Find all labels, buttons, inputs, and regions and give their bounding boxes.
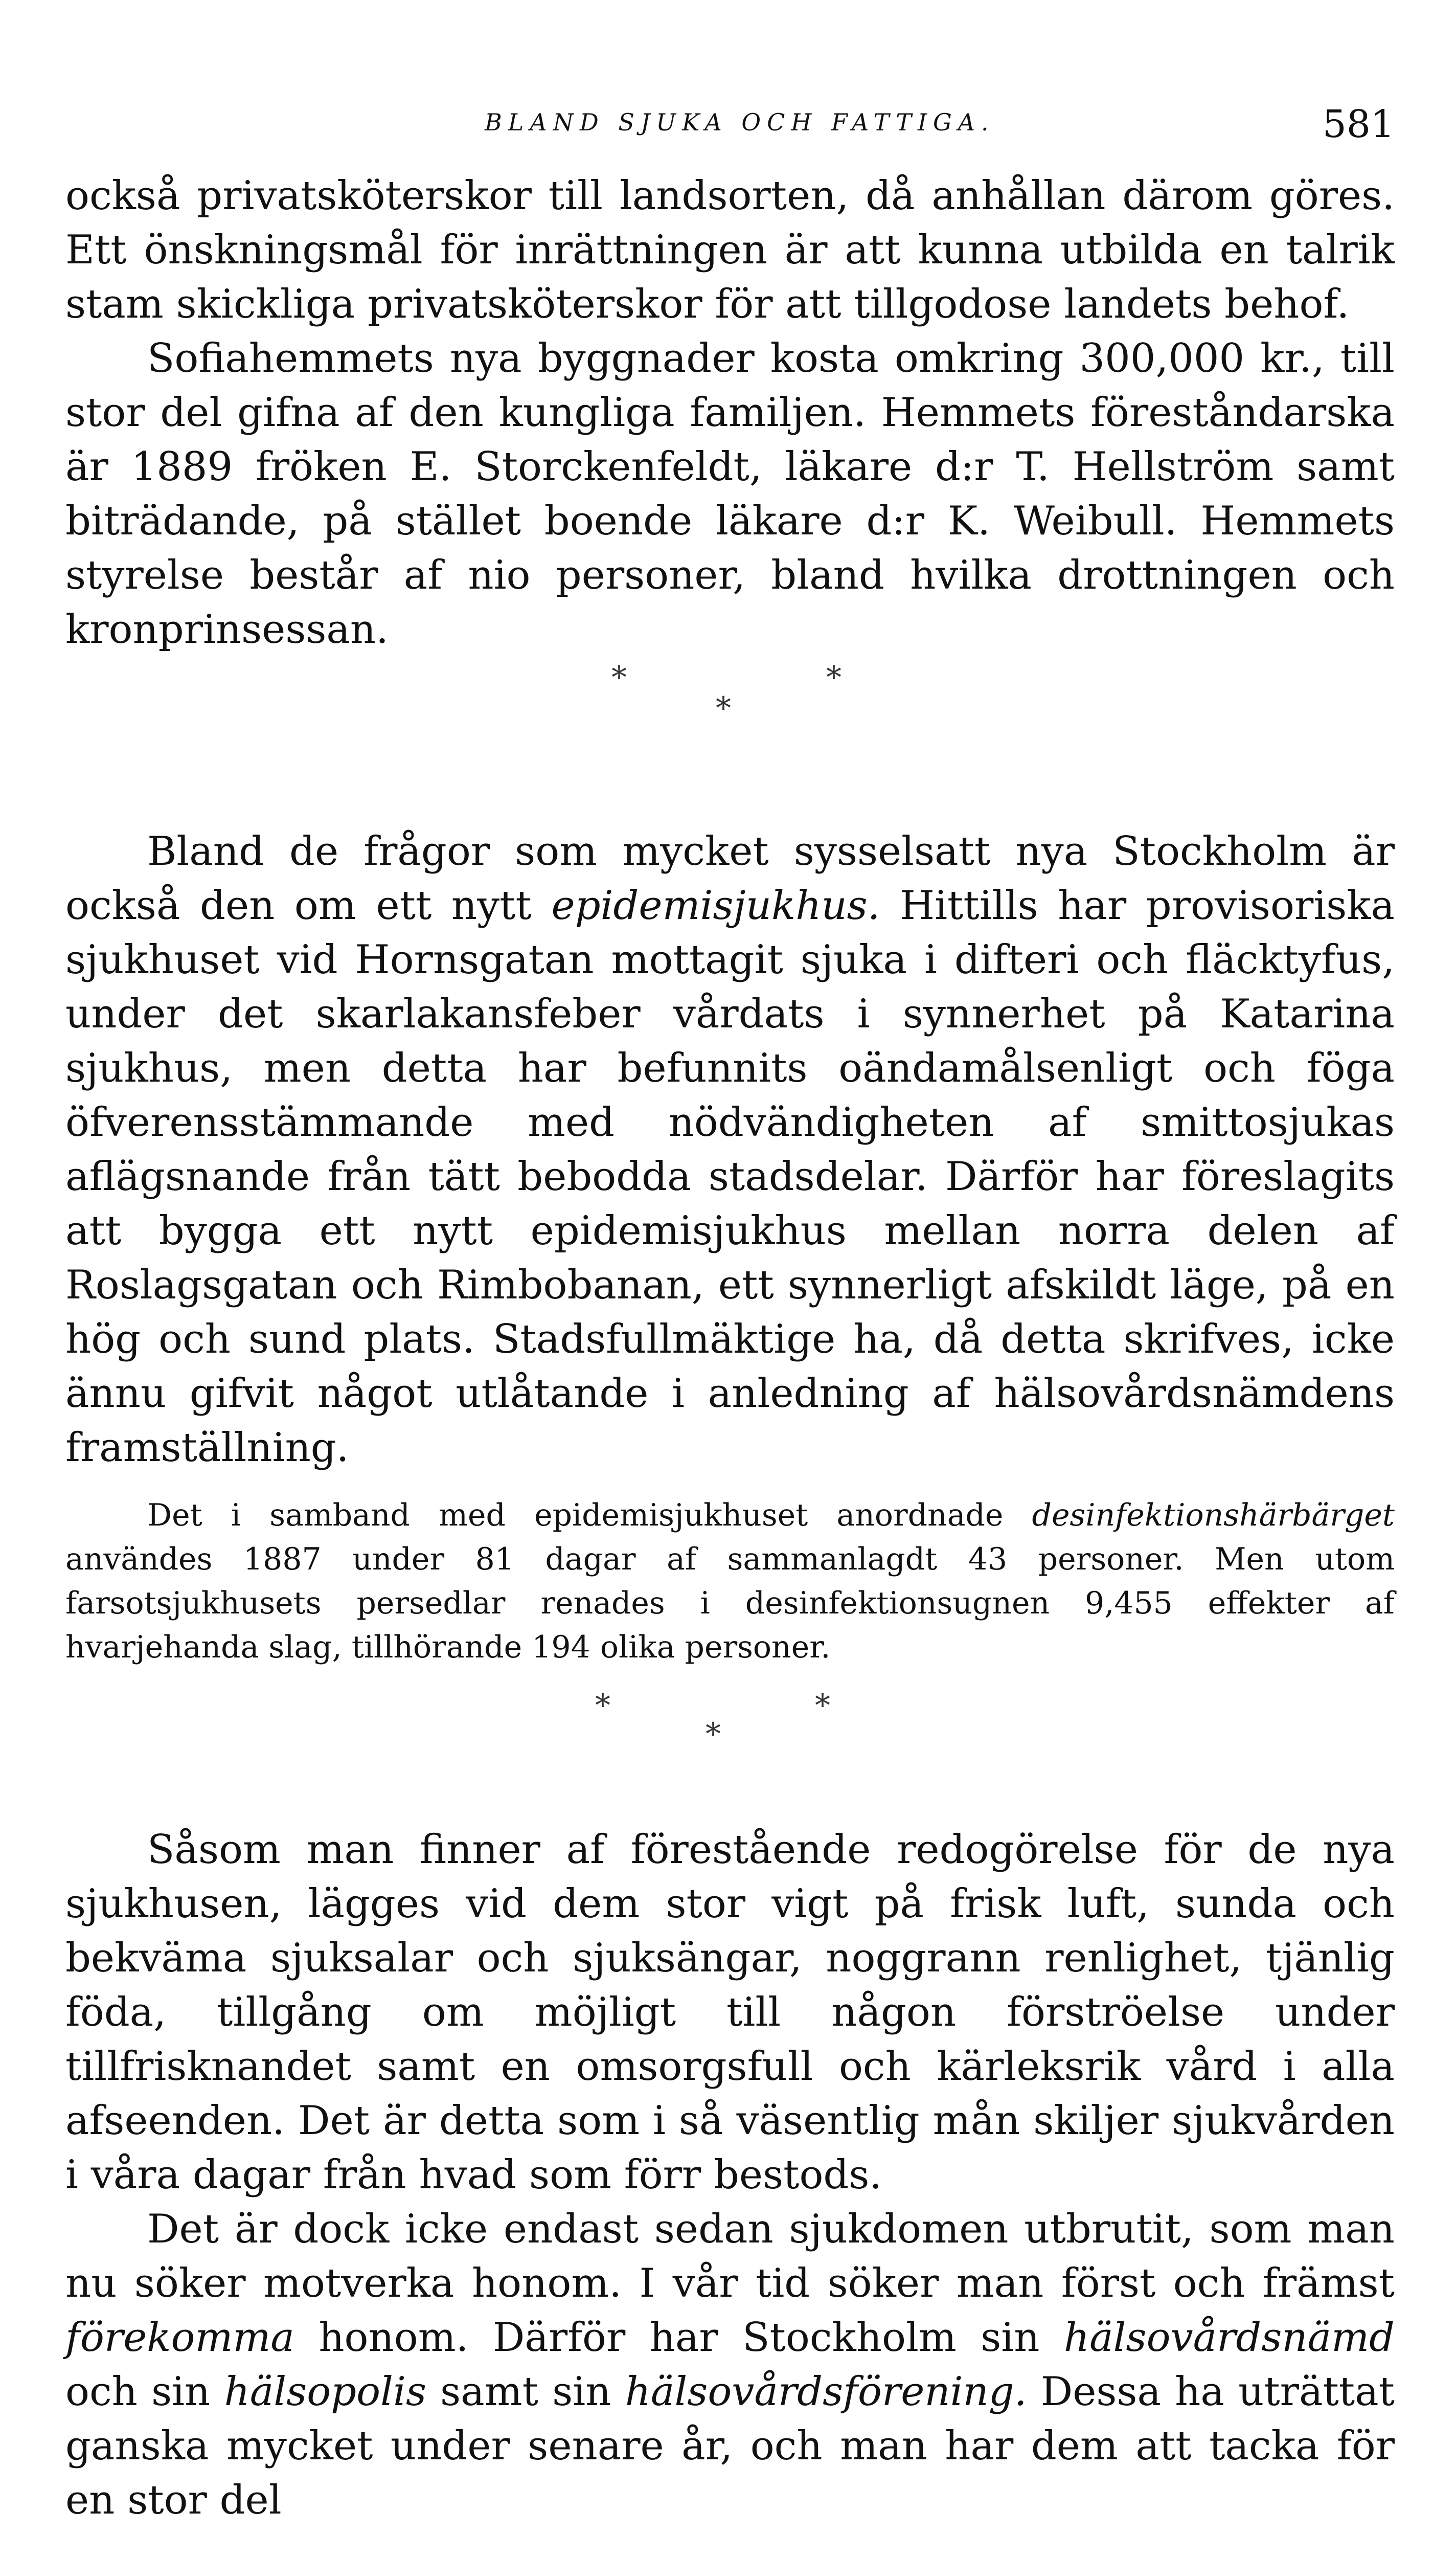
paragraph: Sofiahemmets nya byggnader kosta omkring 300,000 kr., till stor del gifna af den kungliga familjen. Hemmets föreståndarska är 1889 fröken E. Storckenfeldt, läkare d:r T. Hellström samt biträdande, på stället boende läkare d:r K. Weibull. Hemmets styrelse består af nio personer, bland hvilka drottningen och kronprinsessan. bbox=[65, 335, 1395, 653]
text-run: honom. Därför har Stockholm sin bbox=[294, 2315, 1064, 2361]
emphasis: epidemisjukhus. bbox=[551, 883, 880, 929]
running-head bbox=[65, 102, 1395, 153]
paragraph bbox=[65, 824, 1395, 1475]
note-paragraph bbox=[65, 1493, 1395, 1669]
asterism-divider bbox=[0, 1688, 1456, 1800]
emphasis: hälsovårdsförening. bbox=[625, 2369, 1027, 2415]
asterism-divider bbox=[0, 660, 1456, 772]
text-run: Hittills har provisoriska sjukhuset vid Hornsgatan mottagit sjuka i difteri och fläcktyfus, under det skarlakansfeber vårdats i synnerhet på Katarina sjukhus, men detta har befunnits oändamålsenligt och föga öfverensstämmande med nödvändigheten af smittosjukas aflägsnande från tätt bebodda stadsdelar. Därför har föreslagits att bygga ett nytt epidemisjukhus mellan norra delen af Roslagsgatan och Rimbobanan, ett synnerligt afskildt läge, på en hög och sund plats. Stadsfullmäktige ha, då detta skrifves, icke ännu gifvit något utlåtande i anledning af hälsovårdsnämdens framställning. bbox=[65, 883, 1395, 1471]
emphasis: förekomma bbox=[65, 2315, 294, 2361]
text-run: samt sin bbox=[426, 2369, 625, 2415]
emphasis: hälsovårdsnämd bbox=[1063, 2315, 1395, 2361]
asterism-star: * bbox=[815, 1688, 830, 1723]
text-run: Dessa ha uträttat ganska mycket under senare år, och man har dem att tacka för en stor del bbox=[65, 2369, 1395, 2523]
paragraph bbox=[65, 2202, 1395, 2527]
section-sjukvard bbox=[65, 1823, 1395, 2527]
text-run: Bland de frågor som mycket sysselsatt nya Stockholm är också den om ett nytt bbox=[65, 828, 1395, 929]
section-epidemisjukhus bbox=[65, 824, 1395, 1669]
asterism-star: * bbox=[611, 660, 627, 696]
asterism-star: * bbox=[595, 1688, 610, 1723]
asterism-star: * bbox=[826, 660, 841, 696]
text-run: Det är dock icke endast sedan sjukdomen utbrutit, som man nu söker motverka honom. I vår tid söker man först och främst bbox=[65, 2206, 1395, 2306]
emphasis: hälsopolis bbox=[224, 2369, 426, 2415]
emphasis: desinfektionshärbärget bbox=[1032, 1497, 1395, 1533]
asterism-star: * bbox=[716, 690, 731, 726]
text-run: användes 1887 under 81 dagar af sammanlagdt 43 personer. Men utom farsotsjukhusets persedlar renades i desinfektionsugnen 9,455 effekter af hvarjehanda slag, tillhörande 194 olika personer. bbox=[65, 1541, 1395, 1665]
paragraph: också privatsköterskor till landsorten, då anhållan därom göres. Ett önskningsmål för inrättningen är att kunna utbilda en talrik stam skickliga privatsköterskor för att tillgodose landets behof. bbox=[65, 173, 1395, 327]
page-number: 581 bbox=[1322, 102, 1395, 146]
text-run: och sin bbox=[65, 2369, 224, 2415]
text-run: Det i samband med epidemisjukhuset anordnade bbox=[147, 1497, 1032, 1533]
paragraph: Såsom man finner af förestående redogörelse för de nya sjukhusen, lägges vid dem stor vigt på frisk luft, sunda och bekväma sjuksalar och sjuksängar, noggrann renlighet, tjänlig föda, tillgång om möjligt till någon förströelse under tillfrisknandet samt en omsorgsfull och kärleksrik vård i alla afseenden. Det är detta som i så väsentlig mån skiljer sjukvården i våra dagar från hvad som förr bestods. bbox=[65, 1827, 1395, 2198]
section-sofiahemmet bbox=[65, 169, 1395, 657]
asterism-star: * bbox=[706, 1716, 721, 1752]
running-title: BLAND SJUKA OCH FATTIGA. bbox=[485, 108, 995, 136]
